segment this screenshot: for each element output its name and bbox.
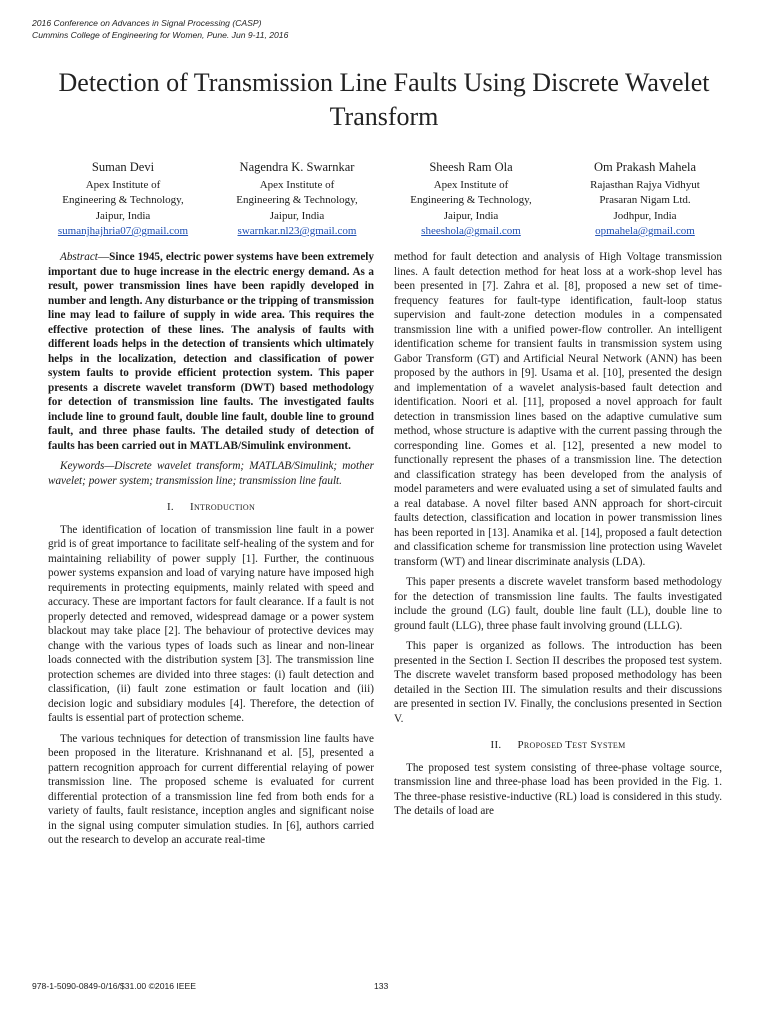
author-affiliation: Apex Institute of (433, 178, 509, 191)
section-heading (48, 500, 374, 515)
conference-venue: Cummins College of Engineering for Women, Pune. Jun 9-11, 2016 (32, 30, 289, 40)
author-email-link[interactable]: swarnkar.nl23@gmail.com (237, 225, 357, 237)
keywords-text: —Discrete wavelet transform; MATLAB/Simulink; mother wavelet; power system; transmission line; transmission line fault. (48, 460, 374, 487)
author-affiliation: Engineering & Technology, (236, 194, 358, 206)
author-location: Jodhpur, India (613, 209, 677, 222)
author-block (558, 160, 732, 240)
page-footer (32, 981, 740, 991)
abstract-text: Since 1945, electric power systems have been extremely important due to huge increase in the electric energy demand. As a result, power transmission lines have been rapidly developed in number and length. Any disturbance or the tripping of transmission line may lead to failure of supply in wide area. This requires the effective protection of these lines. The analysis of faults with different loads helps in the detection of transients which ultimately helps in the localization, detection and classification of power system faults to provide efficient protection system. This paper presents a discrete wavelet transform (DWT) based methodology for detection of transmission line faults. The investigated faults include line to ground fault, double line fault, double line to ground fault, and three phase faults. The detailed study of detection of faults has been carried out in MATLAB/Simulink environment. (48, 251, 374, 452)
copyright-notice: 978-1-5090-0849-0/16/$31.00 ©2016 IEEE (32, 981, 197, 991)
paragraph: This paper presents a discrete wavelet transform based methodology for the detection of transmission line faults. The faults investigated include the ground (LG) fault, double line fault (LL), double line to ground fault (LLG), three phase fault involving ground (LLLG). (394, 576, 722, 632)
paragraph: The proposed test system consisting of three-phase voltage source, transmission line and three-phase load has been provided in the Fig. 1. The three-phase resistive-inductive (RL) load is considered in this study. The details of load are (394, 761, 722, 817)
page-number: 133 (374, 981, 389, 991)
author-list (36, 160, 732, 240)
author-location: Jaipur, India (443, 209, 499, 222)
author-location: Jaipur, India (269, 209, 325, 222)
author-block (210, 160, 384, 240)
author-email-link[interactable]: opmahela@gmail.com (595, 225, 695, 237)
author-affiliation: Engineering & Technology, (62, 194, 184, 206)
author-affiliation: Rajasthan Rajya Vidhyut (590, 178, 700, 191)
paragraph: The identification of location of transmission line fault in a power grid is of great importance to facilitate self-healing of the system and for maintaining reliability of power supply [1]. Further, the continuous power systems expansion and load of varying nature have imposed high requirements in protecting equipments, mainly related with speed and accuracy. These are important factors for fault clearance. If a fault is not properly detected and removed, widespread damage or a power system blackout may take place [2]. The behaviour of protective devices may change with the various types of loads such as linear and non-linear loads connected with the distribution system [3]. The transmission line protection schemes are divided into three stages: (i) fault detection and classification, (ii) fault zone estimation or fault location and (iii) decision logic and subsidiary modules [4]. Therefore, the detection of faults is essential part of protection scheme. (48, 523, 374, 724)
conference-header (32, 17, 288, 41)
author-block (384, 160, 558, 240)
abstract-label: Abstract (60, 251, 98, 263)
keywords (48, 459, 374, 488)
author-name: Nagendra K. Swarnkar (239, 160, 355, 174)
section-title: Introduction (189, 501, 256, 513)
author-affiliation: Engineering & Technology, (410, 194, 532, 206)
conference-name: 2016 Conference on Advances in Signal Processing (CASP) (32, 18, 262, 28)
paragraph: method for fault detection and analysis of High Voltage transmission lines. A fault detection method for heat loss at a work-shop level has been presented in [7]. Zahra et al. [8], proposed a new set of time-frequency features for fault-type identification, fault-loop status supervision and fault-zone detection modules in a compensated transmission line with a unified power-flow controller. An intelligent identification scheme for transient faults in transmission system using Gabor Transform (GT) and Artificial Neural Network (ANN) has been proposed by the authors in [9]. Usama et al. [10], presented the design and implementation of a wavelet analysis-based fault detection and identification. Noori et al. [11], proposed a novel approach for fault detection in transmission lines based on the adaptive cumulative sum method, whose structure is adaptive with the current passing through the corresponding line. Gomes et al. [12], presented a new model to functionally represent the phases of a transmission line. The detection and classification strategy has been developed from the analysis of model parameters and were evaluated using a set of simulated faults and a real database. A novel filter based ANN approach for short-circuit faults detection, classification and location in power transmission lines has been reported in [13]. Anamika et al. [14], proposed a fault detection and classification scheme for transmission line protection using Wavelet transform (WT) and linear discriminate analysis (LDA). (394, 251, 722, 568)
author-email-link[interactable]: sumanjhajhria07@gmail.com (57, 225, 189, 237)
abstract-dash: — (97, 251, 110, 263)
abstract (48, 250, 374, 453)
section-heading (394, 738, 722, 753)
section-title: Proposed Test System (517, 739, 626, 751)
paper-title: Detection of Transmission Line Faults Using Discrete Wavelet Transform (58, 68, 710, 131)
author-name: Suman Devi (91, 160, 155, 174)
keywords-label: Keywords (60, 460, 105, 472)
right-column (394, 250, 722, 825)
paragraph: The various techniques for detection of transmission line faults have been proposed in the literature. Krishnanand et al. [5], presented a pattern recognition approach for current differential relaying of power transmission line. The proposed scheme is evaluated for current differential protection of a transmission line fed from both ends for a variety of faults, fault resistance, inception angles and significant noise in the signal using computer simulation studies. In [6], authors carried out the research to develop an accurate real-time (48, 732, 374, 846)
section-number: II. (490, 739, 502, 751)
author-affiliation: Apex Institute of (85, 178, 161, 191)
author-affiliation: Prasaran Nigam Ltd. (599, 194, 691, 206)
left-column (48, 250, 374, 854)
author-email-link[interactable]: sheeshola@gmail.com (421, 225, 521, 237)
paragraph: This paper is organized as follows. The introduction has been presented in the Section I. Section II describes the proposed test system. The discrete wavelet transform based proposed methodology has been detailed in the Section III. The simulation results and their discussions are presented in section IV. Finally, the conclusions presented in Section V. (394, 640, 722, 725)
author-location: Jaipur, India (95, 209, 151, 222)
author-name: Om Prakash Mahela (593, 160, 697, 174)
section-number: I. (166, 501, 174, 513)
author-affiliation: Apex Institute of (259, 178, 335, 191)
author-name: Sheesh Ram Ola (429, 160, 513, 174)
author-block (36, 160, 210, 240)
